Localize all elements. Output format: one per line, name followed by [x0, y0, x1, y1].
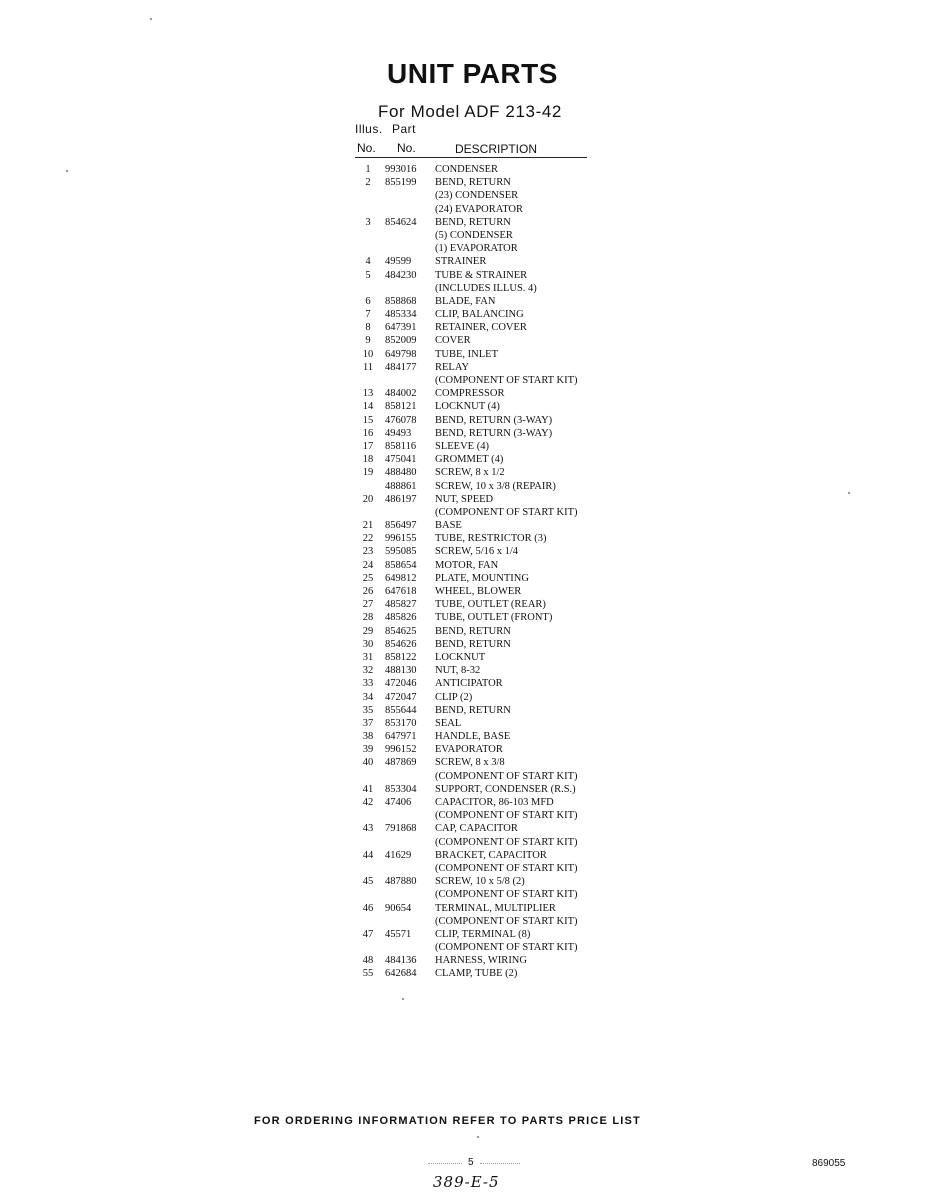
part-description: SUPPORT, CONDENSER (R.S.)	[435, 783, 576, 795]
part-description: CLAMP, TUBE (2)	[435, 968, 518, 980]
part-description: LOCKNUT (4)	[435, 401, 500, 413]
illus-number: 55	[362, 968, 374, 980]
page-number-leader-left	[428, 1163, 462, 1164]
scan-speck	[848, 492, 850, 494]
parts-row	[355, 203, 655, 216]
header-description: DESCRIPTION	[455, 142, 538, 156]
parts-row	[355, 572, 655, 585]
parts-row	[355, 545, 655, 558]
part-description: (COMPONENT OF START KIT)	[435, 836, 578, 848]
illus-number: 3	[365, 216, 371, 228]
illus-number: 2	[365, 177, 371, 189]
page-number: 5	[468, 1157, 474, 1168]
illus-number: 44	[362, 849, 374, 861]
document-number: 869055	[812, 1158, 846, 1169]
part-description: STRAINER	[435, 256, 487, 268]
part-number: 485826	[385, 612, 417, 624]
parts-row	[355, 967, 655, 980]
part-description: COVER	[435, 335, 471, 347]
illus-number: 41	[362, 783, 374, 795]
part-number: 642684	[385, 968, 417, 980]
model-subtitle: For Model ADF 213-42	[378, 102, 562, 121]
parts-row	[355, 625, 655, 638]
parts-row	[355, 348, 655, 361]
part-number: 486197	[385, 493, 417, 505]
parts-row	[355, 466, 655, 479]
header-underline	[355, 157, 587, 158]
parts-row	[355, 783, 655, 796]
parts-row	[355, 229, 655, 242]
page-number-leader-right	[480, 1163, 520, 1164]
parts-row	[355, 770, 655, 783]
part-number: 595085	[385, 546, 417, 558]
parts-row	[355, 756, 655, 769]
illus-number: 22	[362, 533, 374, 545]
parts-row	[355, 954, 655, 967]
part-description: BEND, RETURN (3-WAY)	[435, 427, 553, 439]
parts-row	[355, 427, 655, 440]
illus-number: 18	[362, 454, 374, 466]
parts-row	[355, 189, 655, 202]
parts-row	[355, 361, 655, 374]
parts-row	[355, 400, 655, 413]
parts-row	[355, 493, 655, 506]
part-description: CAP, CAPACITOR	[435, 823, 518, 835]
part-description: (COMPONENT OF START KIT)	[435, 506, 578, 518]
part-description: BEND, RETURN	[435, 177, 511, 189]
parts-row	[355, 282, 655, 295]
part-description: (COMPONENT OF START KIT)	[435, 862, 578, 874]
illus-number: 29	[362, 625, 374, 637]
part-number: 485827	[385, 599, 417, 611]
part-number: 996155	[385, 533, 417, 545]
parts-row	[355, 585, 655, 598]
header-part-no: No.	[397, 141, 416, 155]
part-description: EVAPORATOR	[435, 744, 503, 756]
illus-number: 11	[362, 361, 374, 373]
part-description: SCREW, 8 x 1/2	[435, 467, 505, 479]
part-description: SLEEVE (4)	[435, 440, 489, 452]
parts-row	[355, 269, 655, 282]
scan-speck	[150, 18, 152, 20]
illus-number: 1	[365, 164, 371, 175]
part-description: BEND, RETURN	[435, 638, 511, 650]
page-title: UNIT PARTS	[387, 58, 558, 89]
part-number: 472046	[385, 678, 417, 690]
part-description: BLADE, FAN	[435, 295, 496, 307]
illus-number: 16	[362, 427, 374, 439]
part-number: 484230	[385, 269, 417, 281]
illus-number: 46	[362, 902, 374, 914]
part-number: 853304	[385, 783, 417, 795]
part-number: 858868	[385, 295, 417, 307]
part-number: 475041	[385, 454, 417, 466]
part-description: SEAL	[435, 717, 462, 729]
part-number: 858121	[385, 401, 417, 413]
part-description: GROMMET (4)	[435, 454, 504, 466]
part-description: SCREW, 8 x 3/8	[435, 757, 505, 769]
part-number: 996152	[385, 744, 417, 756]
parts-row	[355, 809, 655, 822]
illus-number: 8	[365, 322, 371, 334]
part-description: PLATE, MOUNTING	[435, 572, 529, 584]
part-description: (23) CONDENSER	[435, 190, 519, 202]
part-number: 855199	[385, 177, 417, 189]
part-description: MOTOR, FAN	[435, 559, 499, 571]
parts-row	[355, 743, 655, 756]
part-number: 41629	[385, 849, 412, 861]
part-number: 852009	[385, 335, 417, 347]
illus-number: 34	[362, 691, 374, 703]
part-description: WHEEL, BLOWER	[435, 586, 522, 597]
illus-number: 42	[362, 797, 374, 808]
parts-row	[355, 822, 655, 835]
part-number: 487869	[385, 757, 417, 769]
part-number: 472047	[385, 691, 417, 703]
part-description: HANDLE, BASE	[435, 731, 511, 743]
parts-row	[355, 295, 655, 308]
illus-number: 28	[362, 612, 374, 624]
illus-number: 37	[362, 717, 374, 729]
illus-number: 15	[362, 414, 374, 426]
part-number: 858654	[385, 559, 417, 571]
part-number: 854625	[385, 625, 417, 637]
part-description: CAPACITOR, 86-103 MFD	[435, 797, 554, 808]
part-number: 791868	[385, 823, 417, 835]
illus-number: 45	[362, 876, 374, 888]
ordering-info-footer: FOR ORDERING INFORMATION REFER TO PARTS PRICE LIST	[254, 1115, 641, 1127]
parts-row	[355, 836, 655, 849]
part-number: 858122	[385, 651, 417, 663]
part-description: TUBE, RESTRICTOR (3)	[435, 533, 547, 545]
illus-number: 35	[362, 704, 374, 716]
part-description: RETAINER, COVER	[435, 322, 527, 334]
part-number: 647391	[385, 322, 417, 334]
parts-row	[355, 941, 655, 954]
part-number: 49599	[385, 256, 412, 268]
part-description: BEND, RETURN	[435, 216, 511, 228]
part-number: 858116	[385, 440, 417, 452]
parts-row	[355, 888, 655, 901]
illus-number: 21	[362, 520, 374, 532]
parts-row	[355, 915, 655, 928]
part-number: 476078	[385, 414, 417, 426]
part-number: 485334	[385, 309, 417, 321]
illus-number: 30	[362, 638, 374, 650]
part-number: 647971	[385, 731, 417, 743]
parts-row	[355, 664, 655, 677]
part-description: TUBE, OUTLET (FRONT)	[435, 612, 553, 624]
parts-row	[355, 440, 655, 453]
part-number: 47406	[385, 797, 412, 808]
parts-row	[355, 414, 655, 427]
parts-row	[355, 928, 655, 941]
part-description: CLIP, TERMINAL (8)	[435, 928, 531, 940]
part-number: 854626	[385, 638, 417, 650]
part-description: TUBE & STRAINER	[435, 269, 528, 281]
part-number: 649798	[385, 348, 417, 360]
part-number: 993016	[385, 164, 417, 175]
parts-row	[355, 163, 655, 176]
parts-row	[355, 532, 655, 545]
part-description: (5) CONDENSER	[435, 229, 513, 241]
illus-number: 43	[362, 823, 374, 835]
part-description: (COMPONENT OF START KIT)	[435, 942, 578, 954]
illus-number: 7	[365, 309, 371, 321]
parts-row	[355, 374, 655, 387]
part-number: 484177	[385, 361, 417, 373]
part-description: RELAY	[435, 361, 470, 373]
parts-row	[355, 506, 655, 519]
part-description: (COMPONENT OF START KIT)	[435, 915, 578, 927]
part-description: (COMPONENT OF START KIT)	[435, 770, 578, 782]
part-description: BEND, RETURN (3-WAY)	[435, 414, 553, 426]
part-description: ANTICIPATOR	[435, 678, 503, 690]
parts-row	[355, 704, 655, 717]
part-description: NUT, 8-32	[435, 665, 481, 677]
part-description: CLIP (2)	[435, 691, 473, 703]
parts-row	[355, 519, 655, 532]
part-number: 488480	[385, 467, 417, 479]
parts-row	[355, 691, 655, 704]
part-number: 647618	[385, 586, 417, 597]
parts-row	[355, 651, 655, 664]
part-number: 488861	[385, 480, 417, 492]
part-description: COMPRESSOR	[435, 388, 505, 400]
parts-row	[355, 308, 655, 321]
part-description: (INCLUDES ILLUS. 4)	[435, 282, 537, 294]
part-description: SCREW, 10 x 3/8 (REPAIR)	[435, 480, 556, 492]
illus-number: 40	[362, 757, 374, 769]
illus-number: 24	[362, 559, 374, 571]
part-description: HARNESS, WIRING	[435, 955, 527, 967]
scan-speck	[477, 1136, 479, 1138]
illus-number: 17	[362, 440, 374, 452]
parts-row	[355, 677, 655, 690]
parts-row	[355, 730, 655, 743]
part-number: 855644	[385, 704, 417, 716]
illus-number: 31	[362, 651, 374, 663]
parts-row	[355, 255, 655, 268]
scan-speck	[402, 998, 404, 1000]
parts-row	[355, 334, 655, 347]
part-description: SCREW, 5/16 x 1/4	[435, 546, 519, 558]
part-number: 484002	[385, 388, 417, 400]
part-description: BASE	[435, 520, 462, 532]
illus-number: 20	[362, 493, 374, 505]
part-number: 854624	[385, 216, 417, 228]
illus-number: 27	[362, 599, 374, 611]
illus-number: 10	[362, 348, 374, 360]
part-description: NUT, SPEED	[435, 493, 494, 505]
handwritten-note: 389-E-5	[433, 1173, 500, 1191]
part-description: TERMINAL, MULTIPLIER	[435, 902, 556, 914]
illus-number: 19	[362, 467, 374, 479]
illus-number: 26	[362, 586, 374, 597]
illus-number: 23	[362, 546, 374, 558]
parts-row	[355, 176, 655, 189]
parts-row	[355, 875, 655, 888]
part-description: (COMPONENT OF START KIT)	[435, 810, 578, 822]
part-description: BEND, RETURN	[435, 704, 511, 716]
parts-row	[355, 242, 655, 255]
illus-number: 25	[362, 572, 374, 584]
parts-row	[355, 717, 655, 730]
part-description: SCREW, 10 x 5/8 (2)	[435, 876, 525, 888]
illus-number: 4	[365, 256, 371, 268]
header-part: Part	[392, 122, 417, 136]
parts-row	[355, 216, 655, 229]
illus-number: 47	[362, 928, 374, 940]
part-description: BEND, RETURN	[435, 625, 511, 637]
parts-table	[355, 163, 655, 981]
illus-number: 6	[365, 295, 371, 307]
part-description: (COMPONENT OF START KIT)	[435, 889, 578, 901]
part-description: BRACKET, CAPACITOR	[435, 849, 547, 861]
parts-row	[355, 849, 655, 862]
part-number: 488130	[385, 665, 417, 677]
part-number: 853170	[385, 717, 417, 729]
parts-row	[355, 611, 655, 624]
header-illus-no: No.	[357, 141, 376, 155]
parts-row	[355, 321, 655, 334]
part-description: CLIP, BALANCING	[435, 309, 524, 321]
illus-number: 38	[362, 731, 374, 743]
parts-row	[355, 387, 655, 400]
illus-number: 33	[362, 678, 374, 690]
part-description: CONDENSER	[435, 164, 499, 175]
parts-row	[355, 598, 655, 611]
parts-row	[355, 559, 655, 572]
header-illus: Illus.	[355, 122, 383, 136]
illus-number: 39	[362, 744, 374, 756]
part-description: (1) EVAPORATOR	[435, 243, 518, 255]
illus-number: 13	[362, 388, 374, 400]
illus-number: 14	[362, 401, 374, 413]
part-number: 484136	[385, 955, 417, 967]
part-number: 856497	[385, 520, 417, 532]
parts-row	[355, 453, 655, 466]
part-description: TUBE, OUTLET (REAR)	[435, 599, 546, 611]
illus-number: 32	[362, 665, 374, 677]
parts-row	[355, 480, 655, 493]
illus-number: 9	[365, 335, 371, 347]
part-number: 90654	[385, 902, 412, 914]
parts-row	[355, 902, 655, 915]
parts-row	[355, 638, 655, 651]
illus-number: 5	[365, 269, 371, 281]
part-description: TUBE, INLET	[435, 348, 498, 360]
part-description: (24) EVAPORATOR	[435, 203, 523, 215]
parts-row	[355, 796, 655, 809]
part-number: 649812	[385, 572, 417, 584]
part-number: 487880	[385, 876, 417, 888]
parts-row	[355, 862, 655, 875]
part-description: LOCKNUT	[435, 651, 486, 663]
part-description: (COMPONENT OF START KIT)	[435, 375, 578, 386]
part-number: 49493	[385, 427, 412, 439]
scan-speck	[66, 170, 68, 172]
illus-number: 48	[362, 955, 374, 967]
part-number: 45571	[385, 928, 412, 940]
